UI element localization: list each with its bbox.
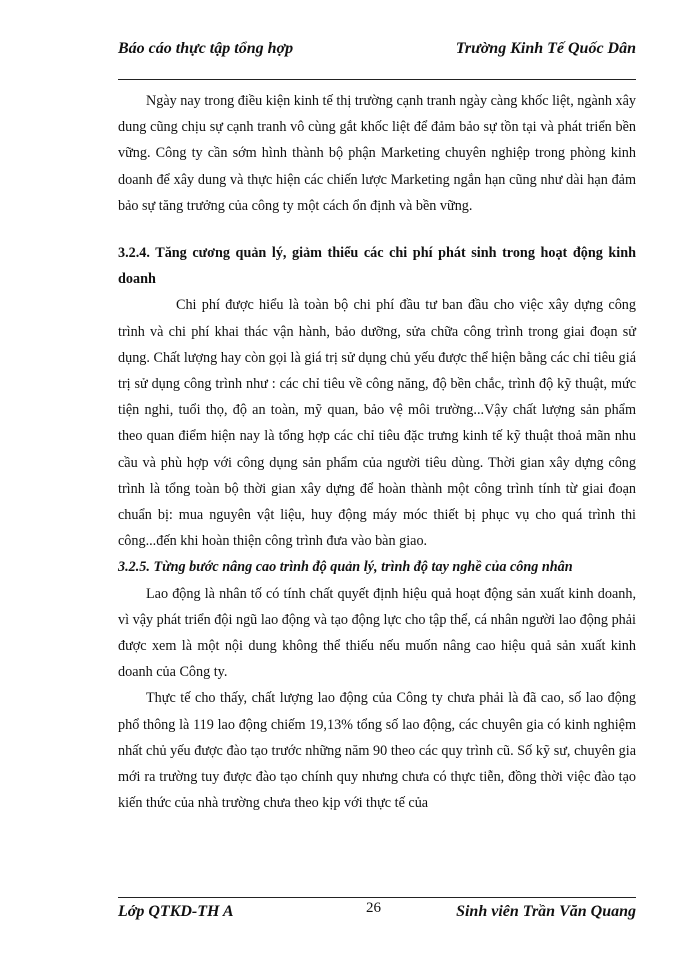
page-header <box>118 40 636 66</box>
footer-student: Sinh viên Trần Văn Quang <box>456 903 636 920</box>
header-rule <box>118 79 636 80</box>
section-heading-3-2-5: 3.2.5. Từng bước nâng cao trình độ quản lý, trình độ tay nghề của công nhân <box>118 559 573 576</box>
paragraph-marketing: Ngày nay trong điều kiện kinh tế thị trường cạnh tranh ngày càng khốc liệt, ngành xây dung cũng chịu sự cạnh tranh vô cùng gắt khốc liệt để đảm bảo sự tồn tại và phát triển bền vững. Công ty cần sớm hình thành bộ phận Marketing chuyên nghiệp trong phòng kinh doanh để xây dung và thực hiện các chiến lược Marketing ngắn hạn cũng như dài hạn đảm bảo sự tăng trưởng của công ty một cách ổn định và bền vững. <box>118 93 636 214</box>
paragraph-labor: Lao động là nhân tố có tính chất quyết định hiệu quả hoạt động sản xuất kinh doanh, vì vậy phát triển đội ngũ lao động và tạo động lực cho tập thể, cá nhân người lao động phải được xem là một nội dung không thể thiếu nếu muốn nâng cao hiệu quả sản xuất kinh doanh của Công ty. <box>118 585 636 681</box>
header-report-title: Báo cáo thực tập tổng hợp <box>118 40 294 57</box>
footer-class: Lớp QTKD-TH A <box>118 903 234 920</box>
section-heading-3-2-4: 3.2.4. Tăng cương quản lý, giảm thiểu các chi phí phát sinh trong hoạt động kinh doanh <box>118 245 636 288</box>
page-footer <box>118 900 636 924</box>
header-school-name: Trường Kinh Tế Quốc Dân <box>455 40 636 57</box>
footer-rule <box>118 897 636 898</box>
page-number: 26 <box>366 900 381 916</box>
page-body <box>118 88 636 816</box>
paragraph-cost: Chi phí được hiểu là toàn bộ chi phí đầu tư ban đầu cho việc xây dựng công trình và chi phí khai thác vận hành, bảo dưỡng, sửa chữa công trình trong giai đoạn sử dụng. Chất lượng hay còn gọi là giá trị sử dụng chủ yếu được thể hiện bằng các chỉ tiêu giá trị sử dụng công trình như : các chỉ tiêu về công năng, độ bền chắc, trình độ kỹ thuật, mức tiện nghi, tuổi thọ, độ an toàn, mỹ quan, bảo vệ môi trường...Vậy chất lượng sản phẩm theo quan điểm hiện nay là tổng hợp các chỉ tiêu đặc trưng kinh tế kỹ thuật thoả mãn nhu cầu và phù hợp với công dụng sản phẩm của người tiêu dùng. Thời gian xây dựng công trình là tổng toàn bộ thời gian xây dựng để hoàn thành một công trình tính từ giai đoạn chuẩn bị: mua nguyên vật liệu, huy động máy móc thiết bị phục vụ cho quá trình thi công...đến khi hoàn thiện công trình đưa vào bàn giao. <box>118 297 636 550</box>
paragraph-labor-quality: Thực tế cho thấy, chất lượng lao động của Công ty chưa phải là đã cao, số lao động phổ thông là 119 lao động chiếm 19,13% tổng số lao động, các chuyên gia có kinh nghiệm nhất chủ yếu được đào tạo trước những năm 90 theo các quy trình cũ. Số kỹ sư, chuyên gia mới ra trường tuy được đào tạo chính quy nhưng chưa có thực tiễn, đồng thời việc đào tạo kiến thức của nhà trường chưa theo kịp với thực tế của <box>118 690 636 812</box>
